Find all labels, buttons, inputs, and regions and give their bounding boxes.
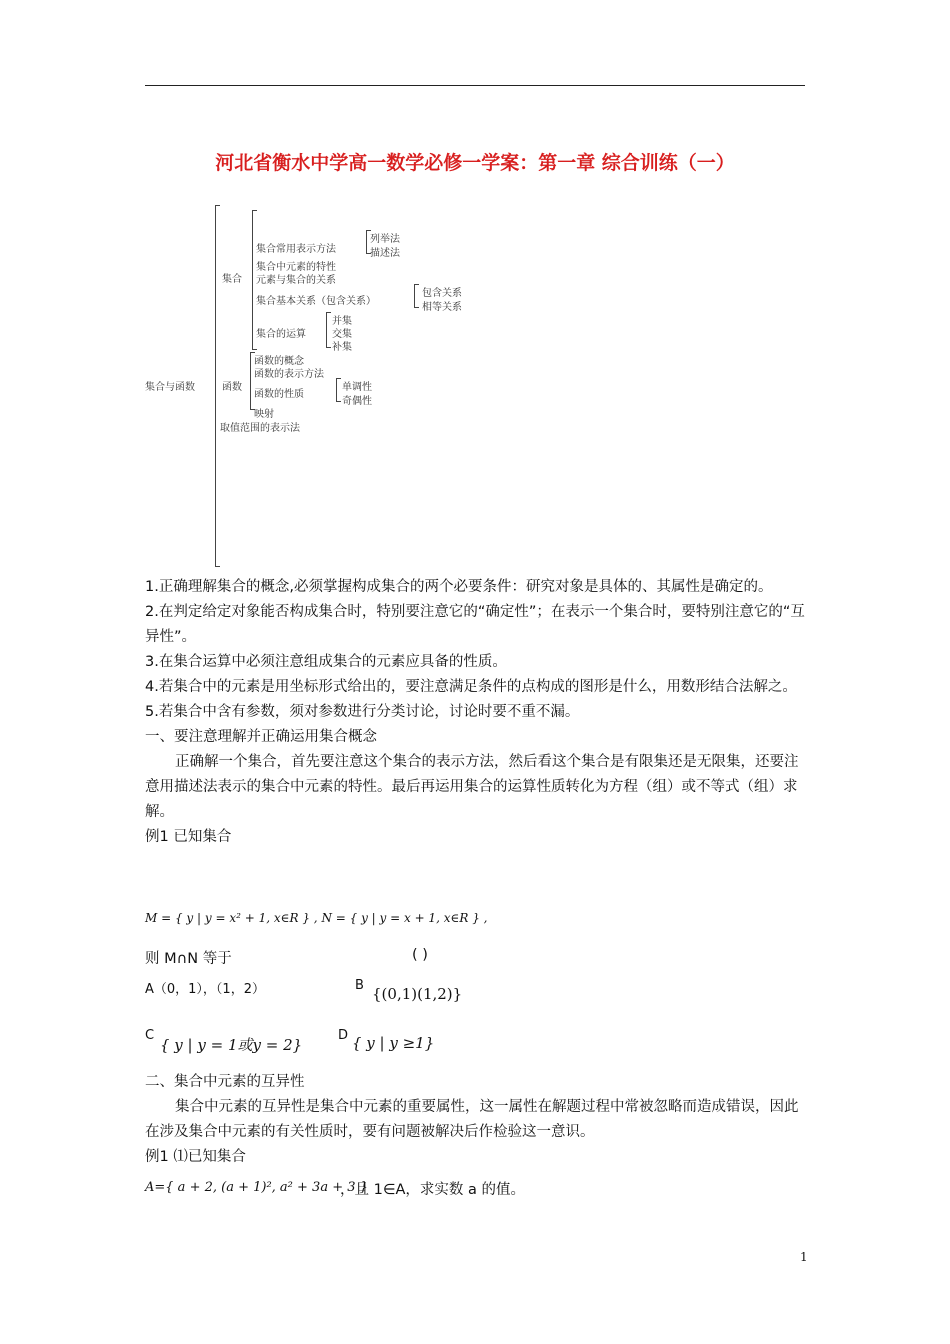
tree-contain: 包含关系 — [422, 288, 462, 299]
page-title: 河北省衡水中学高一数学必修一学案：第一章 综合训练（一） — [215, 152, 735, 174]
section-1-paragraph: 正确解一个集合，首先要注意这个集合的表示方法，然后看这个集合是有限集还是无限集，还要注意用描述法表示的集合中元素的特性。最后再运用集合的运算性质转化为方程（组）或不等式（组）求解。 — [145, 754, 799, 820]
tree-brace-rel — [414, 284, 415, 308]
tree-ops: 集合的运算 — [256, 329, 306, 340]
tree-elem-rel: 元素与集合的关系 — [256, 275, 336, 286]
option-d-label: D — [338, 1028, 349, 1043]
example-1-question: 则 M∩N 等于 — [145, 951, 232, 967]
tree-elem-prop: 集合中元素的特性 — [256, 262, 336, 273]
example-1-sets: M = { y | y = x² + 1, x∈R } , N = { y | y = x + 1, x∈R } , — [145, 911, 488, 925]
tree-func: 函数 — [222, 382, 242, 393]
notes-list — [145, 575, 807, 850]
section-1-title: 一、要注意理解并正确运用集合概念 — [145, 729, 377, 745]
page-number: 1 — [800, 1250, 808, 1264]
tree-desc-method: 描述法 — [370, 248, 400, 259]
note-4: 4.若集合中的元素是用坐标形式给出的，要注意满足条件的点构成的图形是什么，用数形结合法解之。 — [145, 679, 797, 695]
note-5: 5.若集合中含有参数，须对参数进行分类讨论，讨论时要不重不漏。 — [145, 704, 580, 720]
tree-brace-set — [252, 210, 253, 350]
tree-equal: 相等关系 — [422, 302, 462, 313]
tree-mono: 单调性 — [342, 382, 372, 393]
tree-brace-func — [250, 352, 251, 410]
note-2: 2.在判定给定对象能否构成集合时，特别要注意它的“确定性”；在表示一个集合时，要特别注意它的“互异性”。 — [145, 604, 805, 645]
example-2-set: A={ a + 2, (a + 1)², a² + 3a + 3 } — [145, 1180, 368, 1195]
tree-brace-ops — [326, 312, 327, 348]
tree-union: 并集 — [332, 316, 352, 327]
option-a: A（0，1），（1，2） — [145, 982, 265, 997]
example-1-answer-blank: ( ) — [412, 947, 428, 963]
tree-set-repr: 集合常用表示方法 — [256, 244, 336, 255]
header-rule — [145, 85, 805, 86]
example-2-condition: ，且 1∈A，求实数 a 的值。 — [340, 1182, 525, 1198]
tree-brace-root — [215, 205, 216, 567]
example-1-label: 例1 已知集合 — [145, 829, 232, 845]
note-1: 1.正确理解集合的概念,必须掌握构成集合的两个必要条件：研究对象是具体的、其属性是确定的。 — [145, 579, 773, 595]
section-2-title: 二、集合中元素的互异性 — [145, 1074, 305, 1090]
tree-func-concept: 函数的概念 — [254, 356, 304, 367]
example-2-label: 例1 ⑴已知集合 — [145, 1149, 246, 1165]
knowledge-tree — [140, 200, 500, 570]
option-c: { y | y = 1或y = 2} — [160, 1036, 303, 1054]
section-2 — [145, 1070, 807, 1170]
option-b-label: B — [355, 978, 364, 993]
option-c-label: C — [145, 1028, 155, 1043]
tree-brace-prop — [336, 378, 337, 402]
note-3: 3.在集合运算中必须注意组成集合的元素应具备的性质。 — [145, 654, 507, 670]
tree-inter: 交集 — [332, 329, 352, 340]
tree-parity: 奇偶性 — [342, 396, 372, 407]
tree-comp: 补集 — [332, 342, 352, 353]
tree-func-prop: 函数的性质 — [254, 389, 304, 400]
tree-mapping: 映射 — [254, 409, 274, 420]
option-d: { y | y ≥1} — [352, 1034, 435, 1052]
tree-range-repr: 取值范围的表示法 — [220, 423, 300, 434]
tree-root: 集合与函数 — [145, 382, 195, 393]
option-b: {(0,1)(1,2)} — [372, 985, 463, 1003]
section-2-paragraph: 集合中元素的互异性是集合中元素的重要属性，这一属性在解题过程中常被忽略而造成错误，因此在涉及集合中元素的有关性质时，要有问题被解决后作检验这一意识。 — [145, 1099, 799, 1140]
tree-basic-rel: 集合基本关系（包含关系） — [256, 296, 376, 307]
tree-func-repr: 函数的表示方法 — [254, 369, 324, 380]
tree-list-method: 列举法 — [370, 234, 400, 245]
tree-brace-repr — [366, 230, 367, 254]
tree-set: 集合 — [222, 274, 242, 285]
